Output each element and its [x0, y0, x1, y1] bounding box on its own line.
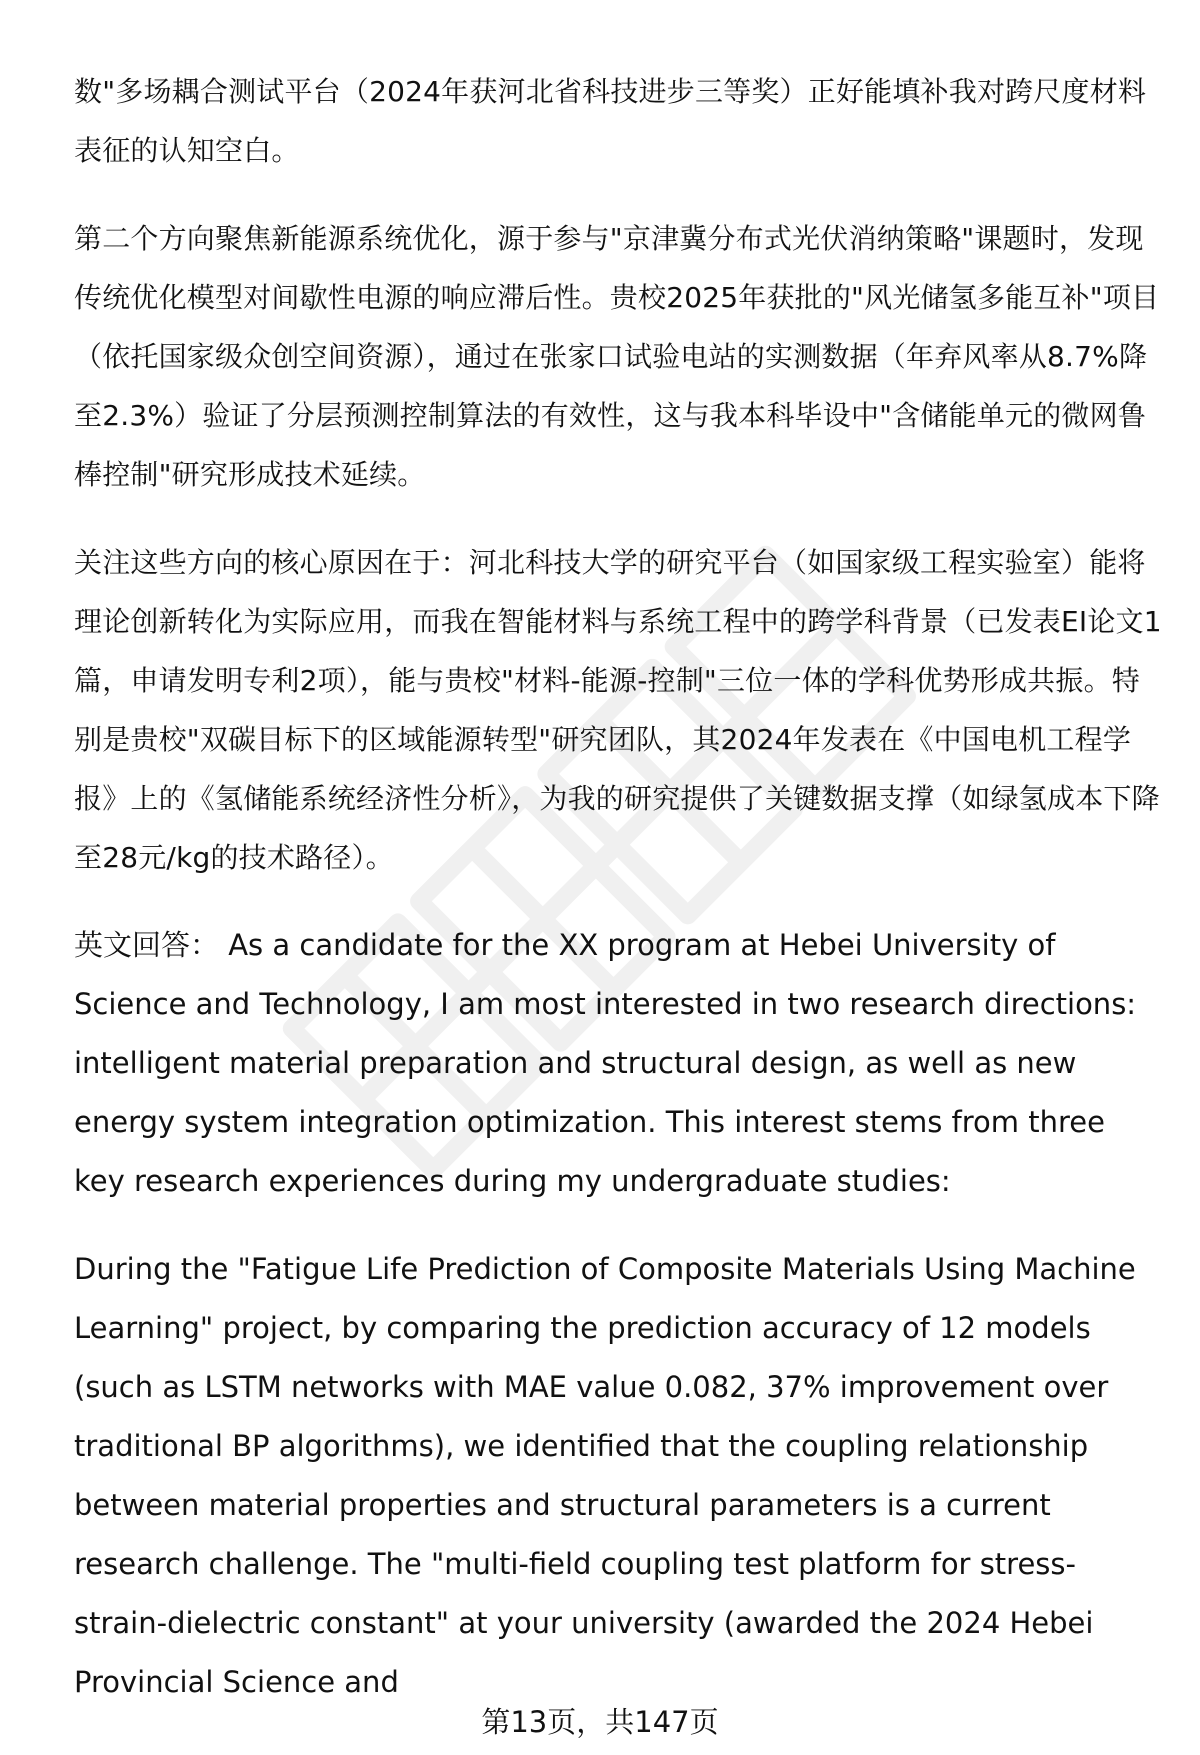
- paragraph-2: 第二个方向聚焦新能源系统优化，源于参与"京津冀分布式光伏消纳策略"课题时，发现传统优化模型对间歇性电源的响应滞后性。贵校2025年获批的"风光储氢多能互补"项目（依托国家级众创空间资源），通过在张家口试验电站的实测数据（年弃风率从8.7%降至2.3%）验证了分层预测控制算法的有效性，这与我本科毕设中"含储能单元的微网鲁棒控制"研究形成技术延续。: [74, 222, 1160, 491]
- paragraph-1: 数"多场耦合测试平台（2024年获河北省科技进步三等奖）正好能填补我对跨尺度材料表征的认知空白。: [74, 75, 1147, 167]
- paragraph-english-answer: 英文回答： As a candidate for the XX program at Hebei University of Science and Technology, I am most interested in two research directions: intelligent material preparation and structural design, as well as new energy system integration optimization. This interest stems from three key research experiences during my undergraduate studies:: [74, 928, 1137, 1198]
- document-body: [74, 62, 1164, 1712]
- paragraph-3: 关注这些方向的核心原因在于：河北科技大学的研究平台（如国家级工程实验室）能将理论创新转化为实际应用，而我在智能材料与系统工程中的跨学科背景（已发表EI论文1篇，申请发明专利2项），能与贵校"材料-能源-控制"三位一体的学科优势形成共振。特别是贵校"双碳目标下的区域能源转型"研究团队，其2024年发表在《中国电机工程学报》上的《氢储能系统经济性分析》，为我的研究提供了关键数据支撑（如绿氢成本下降至28元/kg的技术路径）。: [74, 546, 1162, 874]
- page-number-footer: 第13页，共147页: [481, 1705, 719, 1739]
- paragraph-english-project: During the "Fatigue Life Prediction of Composite Materials Using Machine Learning" project, by comparing the prediction accuracy of 12 models (such as LSTM networks with MAE value 0.082, 37% improvement over traditional BP algorithms), we identified that the coupling relationship between material properties and structural parameters is a current research challenge. The "multi-field coupling test platform for stress-strain-dielectric constant" at your university (awarded the 2024 Hebei Provincial Science and: [74, 1252, 1136, 1699]
